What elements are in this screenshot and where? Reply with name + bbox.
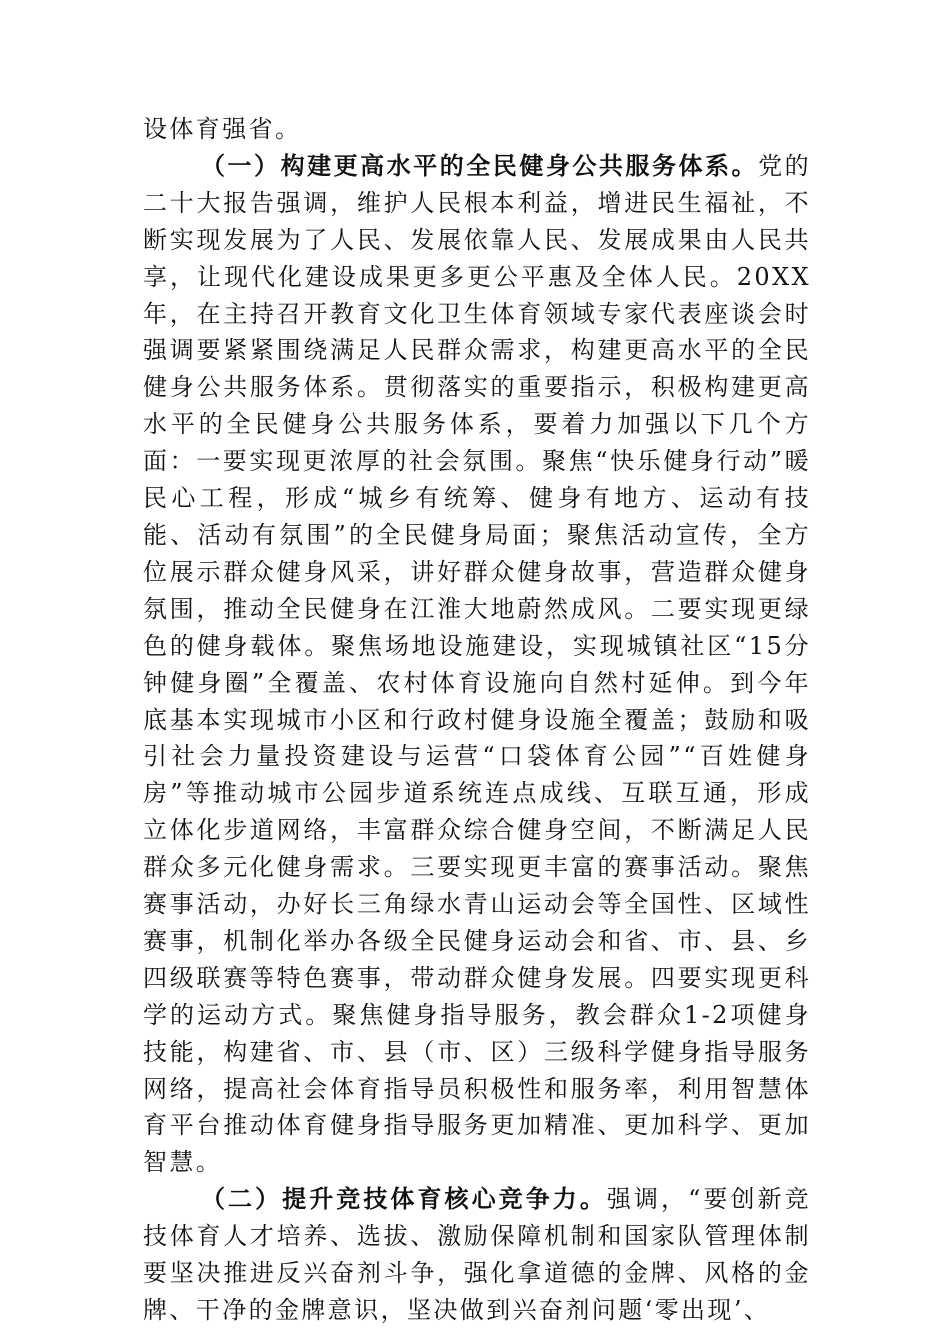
document-body — [143, 111, 811, 1329]
section-2-heading: （二）提升竞技体育核心竞争力。 — [201, 1184, 607, 1214]
section-2-body: 强调，“要创新竞技体育人才培养、选拔、激励保障机制和国家队管理体制要坚决推进反兴奋剂斗争，强化拿道德的金牌、风格的金牌、干净的金牌意识，坚决做到兴奋剂问题‘零出现’、 — [143, 1185, 811, 1324]
carryover-text: 设体育强省。 — [143, 115, 302, 143]
section-1-heading: （一）构建更高水平的全民健身公共服务体系。 — [201, 150, 759, 180]
section-1-body: 党的二十大报告强调，维护人民根本利益，增进民生福祉，不断实现发展为了人民、发展依靠人民、发展成果由人民共享，让现代化建设成果更多更公平惠及全体人民。20XX年，在主持召开教育文化卫生体育领域专家代表座谈会时强调要紧紧围绕满足人民群众需求，构建更高水平的全民健身公共服务体系。贯彻落实的重要指示，积极构建更高水平的全民健身公共服务体系，要着力加强以下几个方面：一要实现更浓厚的社会氛围。聚焦“快乐健身行动”暖民心工程，形成“城乡有统筹、健身有地方、运动有技能、活动有氛围”的全民健身局面；聚焦活动宣传，全方位展示群众健身风采，讲好群众健身故事，营造群众健身氛围，推动全民健身在江淮大地蔚然成风。二要实现更绿色的健身载体。聚焦场地设施建设，实现城镇社区“15分钟健身圈”全覆盖、农村体育设施向自然村延伸。到今年底基本实现城市小区和行政村健身设施全覆盖；鼓励和吸引社会力量投资建设与运营“口袋体育公园”“百姓健身房”等推动城市公园步道系统连点成线、互联互通，形成立体化步道网络，丰富群众综合健身空间，不断满足人民群众多元化健身需求。三要实现更丰富的赛事活动。聚焦赛事活动，办好长三角绿水青山运动会等全国性、区域性赛事，机制化举办各级全民健身运动会和省、市、县、乡四级联赛等特色赛事，带动群众健身发展。四要实现更科学的运动方式。聚焦健身指导服务，教会群众1-2项健身技能，构建省、市、县（市、区）三级科学健身指导服务网络，提高社会体育指导员积极性和服务率，利用智慧体育平台推动体育健身指导服务更加精准、更加科学、更加智慧。 — [143, 151, 811, 1177]
section-1-paragraph — [143, 148, 811, 1181]
section-2-paragraph — [143, 1181, 811, 1329]
carryover-paragraph — [143, 111, 811, 148]
